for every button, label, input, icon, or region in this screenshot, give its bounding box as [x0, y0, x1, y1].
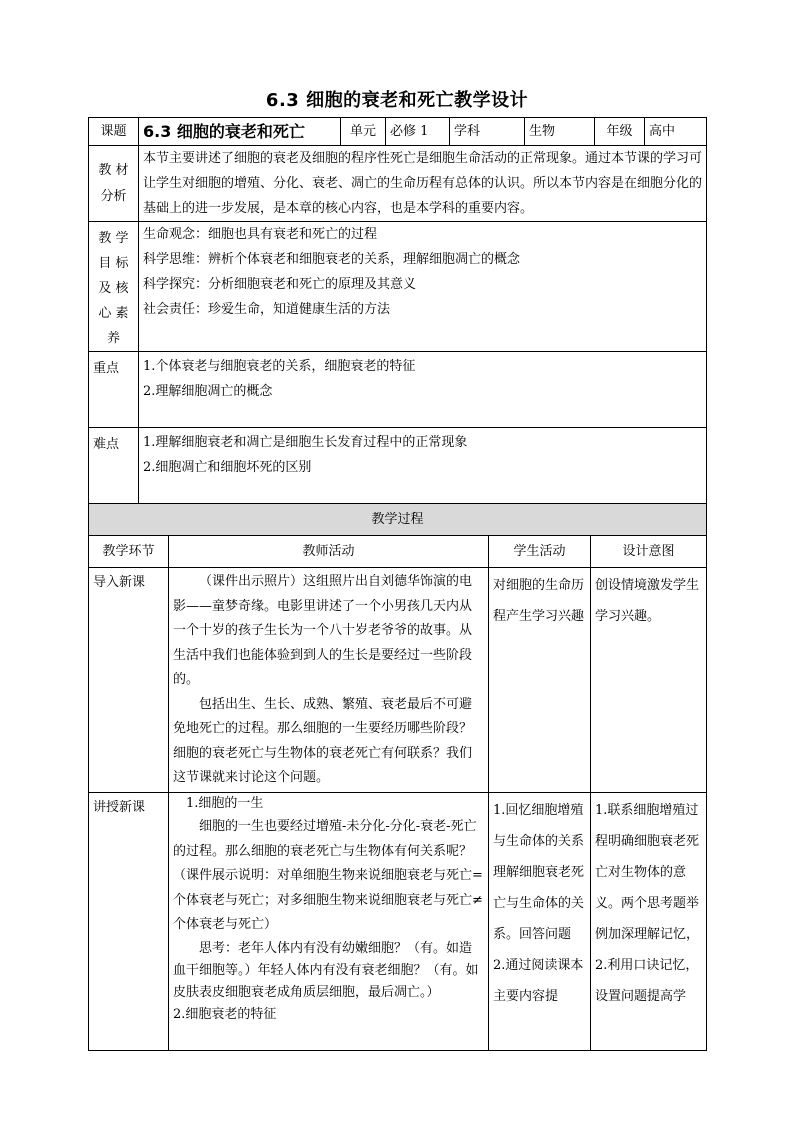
keypoint-item: 1.个体衰老与细胞衰老的关系，细胞衰老的特征 — [143, 359, 416, 374]
teacher-activity-lecture — [169, 793, 489, 1051]
keypoints-label: 重点 — [89, 352, 139, 428]
keypoints-list — [139, 352, 707, 428]
teacher-paragraph: 思考：老年人体内有没有幼嫩细胞？（有。如造血干细胞等。）年轻人体内有没有衰老细胞？（有。如皮肤表皮细胞衰老成角质层细胞，最后凋亡。） — [173, 940, 479, 1000]
process-header: 教学过程 — [89, 504, 707, 536]
grade-label: 年级 — [595, 118, 645, 146]
goal-item: 生命观念：细胞也具有衰老和死亡的过程 — [143, 227, 378, 242]
analysis-label: 教 材 分析 — [89, 146, 139, 222]
student-activity-lecture: 1.回忆细胞增殖与生命体的关系理解细胞衰老死亡与生命体的关系。回答问题 2.通过阅读课本主要内容提 — [489, 793, 591, 1051]
section-heading: 2.细胞衰老的特征 — [173, 1006, 277, 1022]
unit-label: 单元 — [341, 118, 386, 146]
difficulty-item: 1.理解细胞衰老和凋亡是细胞生长发育过程中的正常现象 — [143, 435, 468, 450]
design-intent-lecture: 1.联系细胞增殖过程明确细胞衰老死亡对生物体的意义。两个思考题举例加深理解记忆，2.利用口诀记忆，设置问题提高学 — [591, 793, 707, 1051]
subject-label: 学科 — [450, 118, 525, 146]
student-activity-intro: 对细胞的生命历程产生学习兴趣 — [489, 568, 591, 793]
keypoint-item: 2.理解细胞凋亡的概念 — [143, 384, 273, 399]
column-header: 教学环节 — [89, 536, 169, 568]
topic-label: 课题 — [89, 118, 139, 146]
goal-item: 社会责任：珍爱生命，知道健康生活的方法 — [143, 302, 391, 317]
goals-list — [139, 222, 707, 352]
column-header: 学生活动 — [489, 536, 591, 568]
document-title: 6.3 细胞的衰老和死亡教学设计 — [265, 90, 529, 111]
lesson-info-table — [88, 117, 707, 504]
difficulty-item: 2.细胞凋亡和细胞坏死的区别 — [143, 460, 312, 475]
process-table — [88, 503, 707, 1051]
column-header: 教师活动 — [169, 536, 489, 568]
difficulties-label: 难点 — [89, 428, 139, 504]
topic-value: 6.3 细胞的衰老和死亡 — [139, 118, 341, 146]
teacher-paragraph: 包括出生、生长、成熟、繁殖、衰老最后不可避免地死亡的过程。那么细胞的一生要经历哪些阶段？细胞的衰老死亡与生物体的衰老死亡有何联系？我们这节课就来讨论这个问题。 — [173, 696, 473, 785]
difficulties-list — [139, 428, 707, 504]
goal-item: 科学探究：分析细胞衰老和死亡的原理及其意义 — [143, 277, 417, 292]
section-heading: 1.细胞的一生 — [186, 796, 264, 811]
analysis-text: 本节主要讲述了细胞的衰老及细胞的程序性死亡是细胞生命活动的正常现象。通过本节课的学习可让学生对细胞的增殖、分化、衰老、凋亡的生命历程有总体的认识。所以本节内容是在细胞分化的基础上的进一步发展，是本章的核心内容，也是本学科的重要内容。 — [139, 146, 707, 222]
goal-item: 科学思维：辨析个体衰老和细胞衰老的关系，理解细胞凋亡的概念 — [143, 252, 521, 267]
design-intent-intro: 创设情境激发学生学习兴趣。 — [591, 568, 707, 793]
grade-value: 高中 — [645, 118, 707, 146]
teacher-paragraph: （课件出示照片）这组照片出自刘德华饰演的电影——童梦奇缘。电影里讲述了一个小男孩几天内从一个十岁的孩子生长为一个八十岁老爷爷的故事。从生活中我们也能体验到到人的生长是要经过一些阶段的。 — [173, 574, 473, 687]
teacher-activity-intro — [169, 568, 489, 793]
stage-lecture: 讲授新课 — [89, 793, 169, 1051]
unit-value: 必修 1 — [386, 118, 450, 146]
teacher-paragraph: 细胞的一生也要经过增殖-未分化-分化-衰老-死亡的过程。那么细胞的衰老死亡与生物体有何关系呢？（课件展示说明：对单细胞生物来说细胞衰老与死亡=个体衰老与死亡；对多细胞生物来说细胞衰老与死亡≠个体衰老与死亡） — [173, 819, 483, 932]
column-header: 设计意图 — [591, 536, 707, 568]
goals-label: 教 学 目 标 及 核 心 素 养 — [89, 222, 139, 352]
subject-value: 生物 — [525, 118, 595, 146]
stage-intro: 导入新课 — [89, 568, 169, 793]
